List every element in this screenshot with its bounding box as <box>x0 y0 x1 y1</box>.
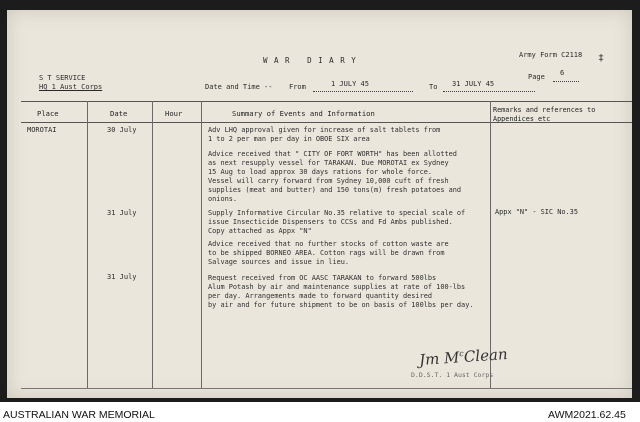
row-3-entry-1: Request received from OC AASC TARAKAN to forward 500lbs Alum Potash by air and maintenance supplies at rate of 100-lbs per day. Arrangements made to forward quantity desired by air and for future shipment to be on basis of 100lbs per day. <box>208 274 474 309</box>
page-number: 6 <box>560 69 565 77</box>
header-place: Place <box>37 109 59 118</box>
header-hour: Hour <box>165 109 183 118</box>
from-date: 1 JULY 45 <box>331 80 369 88</box>
header-summary: Summary of Events and Information <box>232 109 375 118</box>
army-form-number: Army Form C2118 <box>519 51 583 59</box>
row-1-place: MOROTAI <box>27 126 57 134</box>
unit-line-1: S T SERVICE <box>39 74 86 82</box>
to-dotted-line <box>443 91 535 92</box>
unit-line-2: HQ 1 Aust Corps <box>39 83 103 91</box>
handwritten-signature: Jm $M^cClean$ <box>418 344 509 370</box>
form-title: W A R D I A R Y <box>263 56 357 65</box>
column-divider-place <box>87 101 88 388</box>
row-2-entry-1: Supply Informative Circular No.35 relative to special scale of issue Insecticide Dispensers to CCSs and Fd Ambs published. Copy attached as Appx "N" <box>208 209 466 235</box>
column-divider-date <box>152 101 153 388</box>
to-date: 31 JULY 45 <box>452 80 495 88</box>
signature-stamp: D.D.S.T. 1 Aust Corps <box>411 371 494 379</box>
table-top-border <box>21 101 632 102</box>
header-date: Date <box>110 109 128 118</box>
page-dotted-line <box>553 81 579 82</box>
row-3-date: 31 July <box>107 273 137 281</box>
header-remarks: Remarks and references to Appendices etc <box>493 106 596 123</box>
row-2-entry-2: Advice received that no further stocks of cotton waste are to be shipped BORNEO AREA. Cotton rags will be drawn from Salvage sources and issue in lieu. <box>208 240 449 266</box>
to-label: To <box>429 83 438 91</box>
table-bottom-border <box>21 388 632 389</box>
war-diary-sheet <box>7 10 632 398</box>
ink-mark: ‡ <box>598 53 605 64</box>
row-1-entry-1: Adv LHQ approval given for increase of salt tablets from 1 to 2 per man per day in OBOE SIX area <box>208 126 441 143</box>
row-2-date: 31 July <box>107 209 137 217</box>
date-time-label: Date and Time -- <box>205 83 273 91</box>
row-2-remark: Appx "N" - SIC No.35 <box>495 208 578 216</box>
row-1-date: 30 July <box>107 126 137 134</box>
column-divider-summary <box>490 101 491 388</box>
column-divider-hour <box>201 101 202 388</box>
footer-accession-number: AWM2021.62.45 <box>548 409 626 421</box>
from-dotted-line <box>313 91 413 92</box>
from-label: From <box>289 83 306 91</box>
row-1-entry-2: Advice received that " CITY OF FORT WORTH" has been allotted as next resupply vessel for TARAKAN. Due MOROTAI ex Sydney 15 Aug to load approx 30 days rations for whole force. Vessel will carry forward from Sydney 10,000 cuft of fresh supplies (meat and butter) and 150 tons(m) fresh potatoes and onions. <box>208 150 462 203</box>
footer-institution: AUSTRALIAN WAR MEMORIAL <box>3 409 155 421</box>
page-label: Page <box>528 73 545 81</box>
